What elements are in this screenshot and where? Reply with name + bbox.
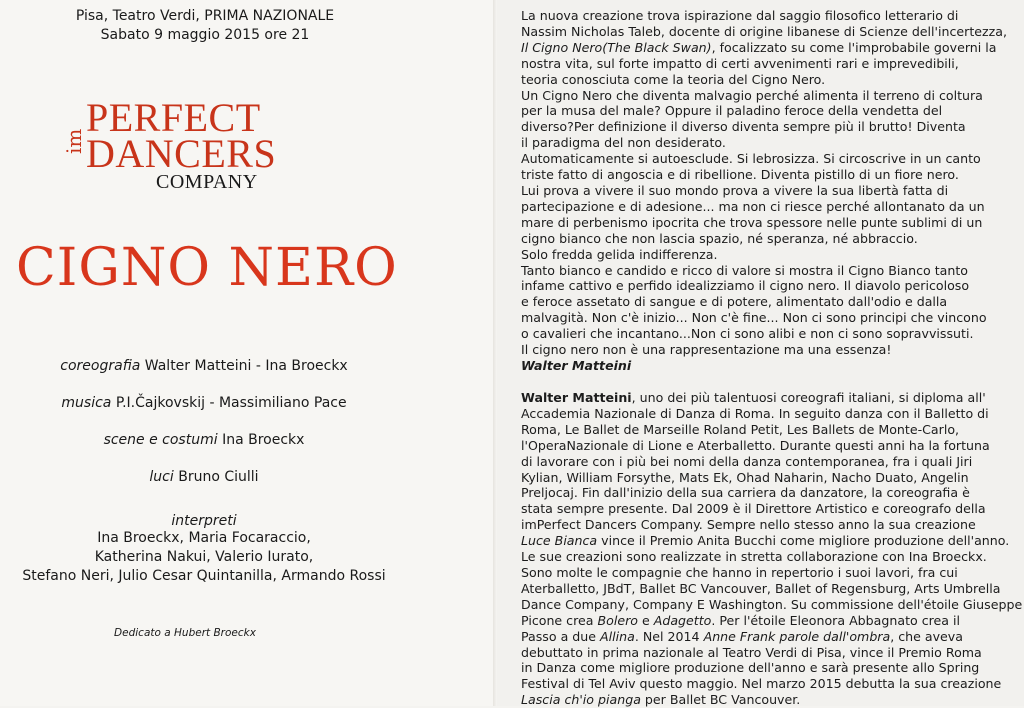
text-line: Automaticamente si autoesclude. Si lebrosizza. Si circoscrive in un canto	[521, 151, 981, 167]
text-line: l'OperaNazionale di Lione e Aterballetto. Durante questi anni ha la fortuna	[521, 437, 990, 453]
text-line: Roma, Le Ballet de Marseille Roland Petit, Les Ballets de Monte-Carlo,	[521, 421, 960, 437]
text-line: partecipazione e di adesione... ma non ci riesce perché allontanato da un	[521, 198, 985, 214]
text-line: Accademia Nazionale di Danza di Roma. In seguito danza con il Balletto di	[521, 405, 989, 421]
text-line: Walter Matteini, uno dei più talentuosi coreografi italiani, si diploma all'	[521, 390, 986, 405]
credit-scenes	[0, 432, 408, 448]
text-line: teoria conosciuta come la teoria del Cigno Nero.	[521, 71, 826, 87]
logo-prefix: im	[62, 128, 86, 154]
text-line: nostra vita, sul forte impatto di certi avvenimenti rari e imprevedibili,	[521, 55, 959, 71]
text-line: Dance Company, Company E Washington. Su commissione dell'étoile Giuseppe	[521, 596, 1023, 612]
text-line: e feroce assetato di sangue e di potere, alimentato dall'odio e dalla	[521, 294, 948, 310]
biography-paragraph	[521, 390, 1023, 708]
text-line: Il Cigno Nero(The Black Swan), focalizzato su come l'improbabile governi la	[521, 39, 997, 55]
text-line: Festival di Tel Aviv questo maggio. Nel marzo 2015 debutta la sua creazione	[521, 676, 1002, 692]
interpreti-line: Stefano Neri, Julio Cesar Quintanilla, Armando Rossi	[22, 568, 386, 584]
text-line: La nuova creazione trova ispirazione dal saggio filosofico letterario di	[521, 8, 959, 23]
text-line: mare di perbenismo ipocrita che trova spessore nelle punte sublimi di un	[521, 214, 983, 230]
text-line: Aterballetto, JBdT, Ballet BC Vancouver, Ballet of Regensburg, Arts Umbrella	[521, 580, 1001, 596]
text-line: Kylian, William Forsythe, Mats Ek, Ohad Naharin, Nacho Duato, Angelin	[521, 469, 969, 485]
credit-music	[0, 395, 408, 411]
text-line: Nassim Nicholas Taleb, docente di origine libanese di Scienze dell'incertezza,	[521, 23, 1007, 39]
signature: Walter Matteini	[521, 357, 632, 373]
credit-role: musica	[61, 395, 112, 411]
text-line: Il cigno nero non è una rappresentazione ma una essenza!	[521, 342, 892, 358]
text-line: Tanto bianco e candido e ricco di valore si mostra il Cigno Bianco tanto	[521, 262, 969, 278]
logo-line-perfect: PERFECT	[86, 95, 261, 140]
credit-choreography	[0, 358, 408, 374]
text-line: Luce Bianca vince il Premio Anita Bucchi come migliore produzione dell'anno.	[521, 533, 1010, 549]
text-line: in Danza come migliore produzione dell'anno e sarà presente allo Spring	[521, 660, 980, 676]
text-line: debuttato in prima nazionale al Teatro Verdi di Pisa, vince il Premio Roma	[521, 644, 982, 660]
text-line: il paradigma del non desiderato.	[521, 135, 726, 151]
text-line: infame cattivo e perfido idealizziamo il cigno nero. Il diavolo pericoloso	[521, 278, 970, 294]
text-line: Passo a due Allina. Nel 2014 Anne Frank parole dall'ombra, che aveva	[521, 628, 963, 644]
credit-role: scene e costumi	[103, 432, 218, 448]
company-logo	[62, 95, 292, 198]
credit-role: coreografia	[60, 358, 141, 374]
text-line: malvagità. Non c'è inizio... Non c'è fine... Non ci sono principi che vincono	[521, 310, 987, 326]
text-line: Un Cigno Nero che diventa malvagio perché alimenta il terreno di coltura	[521, 87, 983, 103]
interpreti-line: Ina Broeckx, Maria Focaraccio,	[97, 530, 311, 546]
date-line: Sabato 9 maggio 2015 ore 21	[100, 27, 310, 43]
credit-role: luci	[149, 469, 174, 485]
text-line: Lascia ch'io pianga per Ballet BC Vancouver.	[521, 692, 801, 708]
logo-line-company: COMPANY	[156, 171, 258, 193]
text-line: Solo fredda gelida indifferenza.	[521, 246, 718, 262]
interpreti-label: interpreti	[171, 513, 237, 529]
description-paragraph	[521, 8, 1016, 374]
text-line: triste fatto di angoscia e di ribellione. Diventa pistillo di un fiore nero.	[521, 167, 959, 183]
text-line: imPerfect Dancers Company. Sempre nello stesso anno la sua creazione	[521, 517, 976, 533]
credit-lights	[0, 469, 408, 485]
text-line: Sono molte le compagnie che hanno in repertorio i suoi lavori, fra cui	[521, 564, 958, 580]
credit-names: Ina Broeckx	[217, 432, 305, 448]
text-line: diverso?Per definizione il diverso diventa sempre più il brutto! Diventa	[521, 119, 966, 135]
show-title: CIGNO NERO	[16, 238, 398, 298]
text-line: Preljocaj. Fin dall'inizio della sua carriera da danzatore, la coreografia è	[521, 485, 970, 501]
text-line: Lui prova a vivere il suo mondo prova a vivere la sua libertà fatta di	[521, 182, 949, 198]
text-line: Picone crea Bolero e Adagetto. Per l'étoile Eleonora Abbagnato crea il	[521, 612, 961, 628]
interpreti-line: Katherina Nakui, Valerio Iurato,	[94, 549, 314, 565]
text-line: Le sue creazioni sono realizzate in stretta collaborazione con Ina Broeckx.	[521, 549, 987, 565]
credit-names: P.I.Čajkovskij - Massimiliano Pace	[111, 395, 347, 411]
text-line: stata sempre presente. Dal 2009 è il Direttore Artistico e coreografo della	[521, 501, 986, 517]
text-line: per la musa del male? Oppure il paladino feroce della vendetta del	[521, 103, 943, 119]
logo-line-dancers: DANCERS	[86, 131, 277, 176]
venue-line: Pisa, Teatro Verdi, PRIMA NAZIONALE	[75, 8, 335, 24]
credit-names: Walter Matteini - Ina Broeckx	[140, 358, 348, 374]
page-fold	[493, 0, 497, 706]
text-line: o cavalieri che incantano...Non ci sono alibi e non ci sono sopravvissuti.	[521, 326, 974, 342]
credit-names: Bruno Ciulli	[173, 469, 259, 485]
text-line: cigno bianco che non lascia spazio, né speranza, né abbraccio.	[521, 230, 918, 246]
dedication: Dedicato a Hubert Broeckx	[114, 627, 256, 639]
text-line: di lavorare con i più bei nomi della danza contemporanea, fra i quali Jiri	[521, 453, 973, 469]
